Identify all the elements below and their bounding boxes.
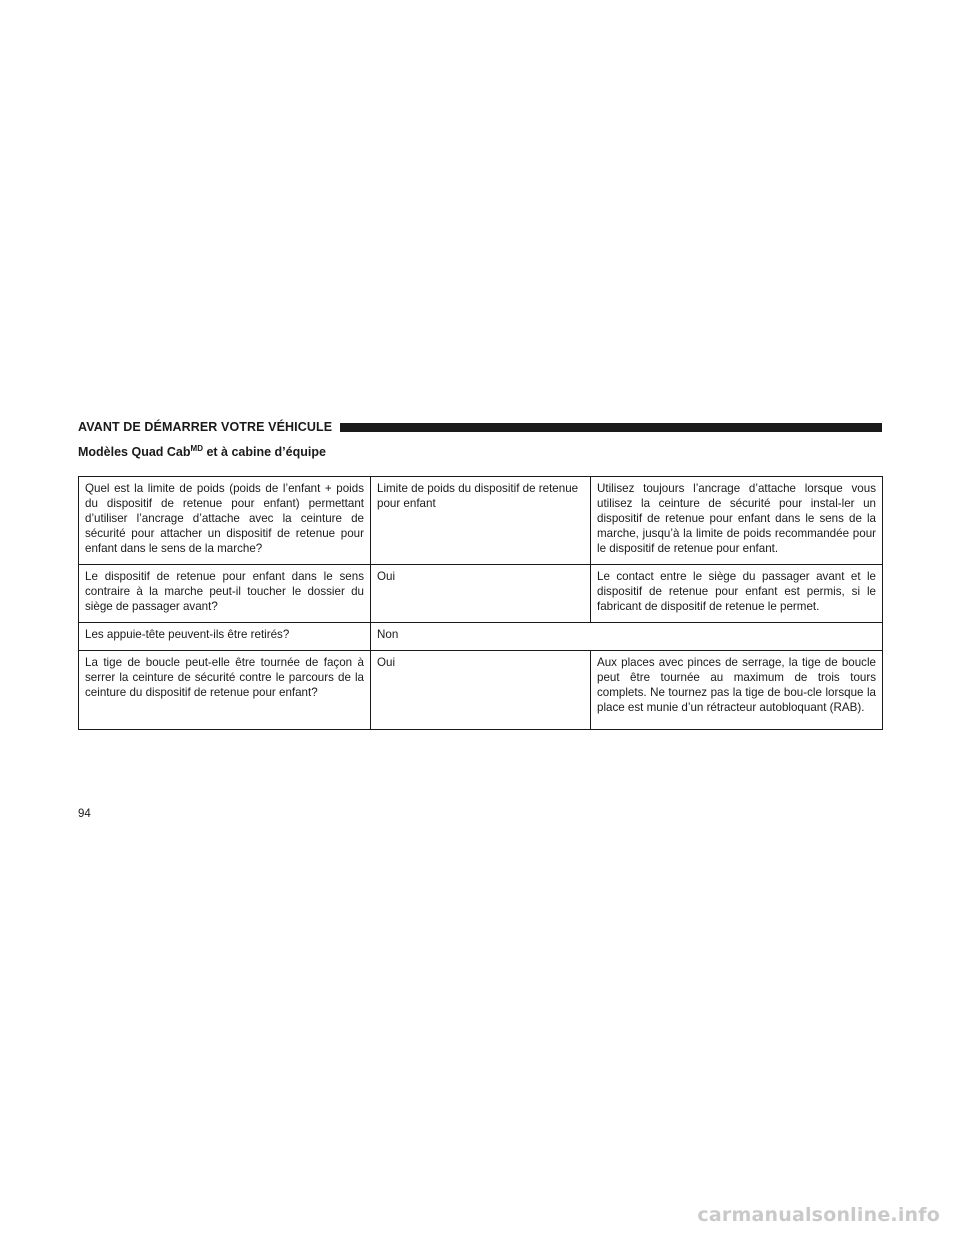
table-row bbox=[79, 651, 883, 730]
note-cell: Utilisez toujours l’ancrage d’attache lorsque vous utilisez la ceinture de sécurité pour instal-ler un dispositif de retenue pour enfant dans le sens de la marche, jusqu’à la limite de poids recommandée pour le dispositif de retenue pour enfant. bbox=[591, 477, 883, 565]
page-number: 94 bbox=[78, 808, 91, 820]
section-title: AVANT DE DÉMARRER VOTRE VÉHICULE bbox=[78, 420, 333, 434]
answer-cell: Oui bbox=[371, 651, 591, 730]
subtitle-sup: MD bbox=[190, 444, 203, 453]
question-cell: Les appuie-tête peuvent-ils être retirés? bbox=[79, 623, 371, 651]
question-cell: Quel est la limite de poids (poids de l’enfant + poids du dispositif de retenue pour enfant) permettant d’utiliser l’ancrage d’attache avec la ceinture de sécurité pour attacher un dispositif de retenue pour enfant dans le sens de la marche? bbox=[79, 477, 371, 565]
table-row bbox=[79, 565, 883, 623]
answer-cell: Limite de poids du dispositif de retenue pour enfant bbox=[371, 477, 591, 565]
spec-table bbox=[78, 476, 883, 730]
question-cell: Le dispositif de retenue pour enfant dans le sens contraire à la marche peut-il toucher le dossier du siège de passager avant? bbox=[79, 565, 371, 623]
table-row bbox=[79, 623, 883, 651]
answer-cell: Oui bbox=[371, 565, 591, 623]
answer-cell: Non bbox=[371, 623, 883, 651]
watermark: carmanualsonline.info bbox=[697, 1204, 940, 1226]
note-cell: Aux places avec pinces de serrage, la tige de boucle peut être tournée au maximum de trois tours complets. Ne tournez pas la tige de bou-cle lorsque la place est munie d’un rétracteur autobloquant (RAB). bbox=[591, 651, 883, 730]
note-cell: Le contact entre le siège du passager avant et le dispositif de retenue pour enfant est permis, si le fabricant de dispositif de retenue le permet. bbox=[591, 565, 883, 623]
subtitle-main: Modèles Quad Cab bbox=[78, 445, 191, 459]
subtitle bbox=[78, 444, 326, 459]
subtitle-rest: et à cabine d’équipe bbox=[202, 445, 326, 459]
section-header bbox=[78, 418, 882, 436]
question-cell: La tige de boucle peut-elle être tournée de façon à serrer la ceinture de sécurité contre le parcours de la ceinture du dispositif de retenue pour enfant? bbox=[79, 651, 371, 730]
section-rule bbox=[340, 423, 882, 432]
table-row bbox=[79, 477, 883, 565]
